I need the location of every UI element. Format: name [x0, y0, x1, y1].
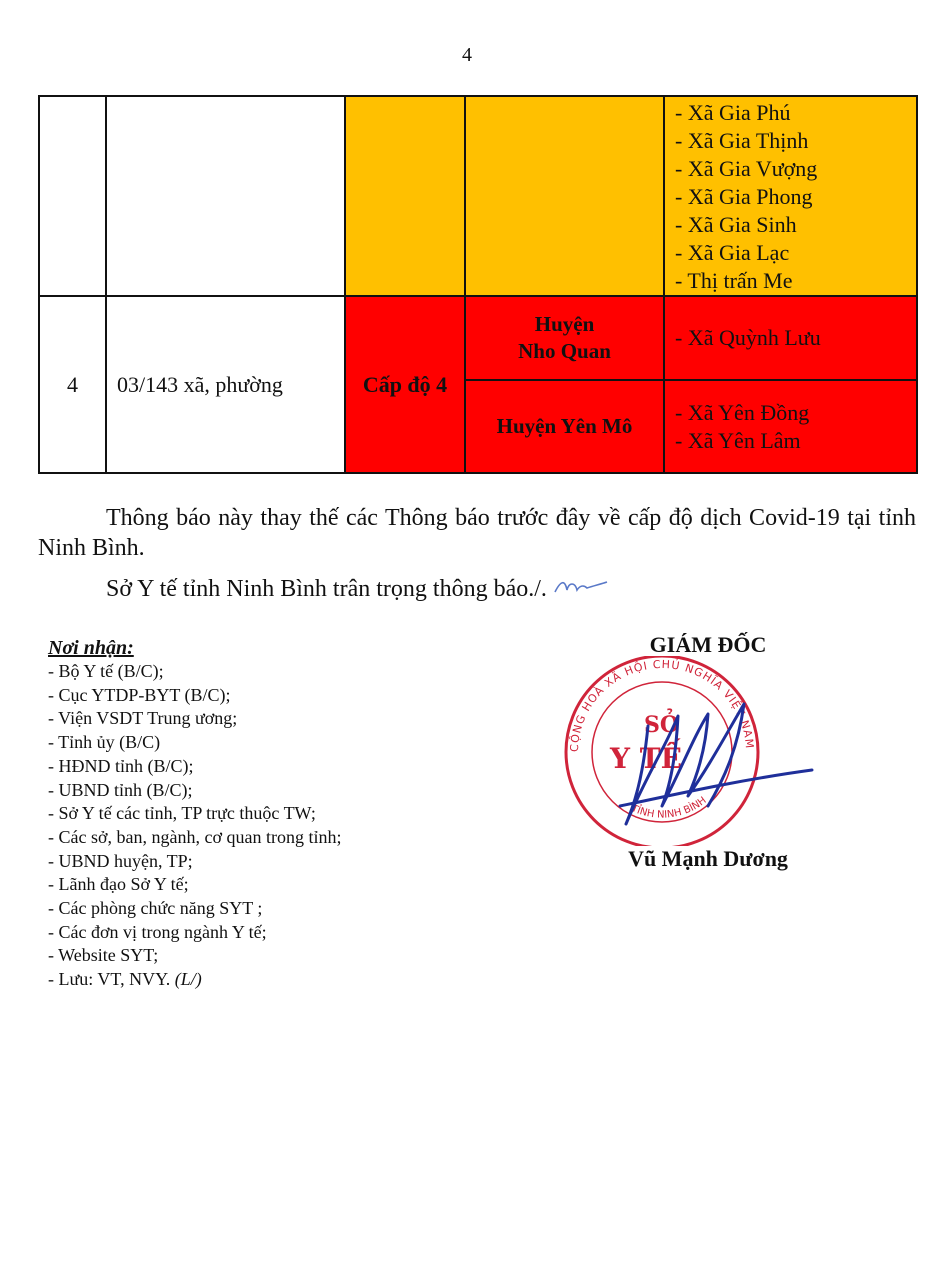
list-item: - Sở Y tế các tỉnh, TP trực thuộc TW;	[48, 803, 316, 824]
list-item: - Các sở, ban, ngành, cơ quan trong tỉnh;	[48, 826, 342, 847]
list-item: - Website SYT;	[48, 945, 159, 966]
list-item: - Lãnh đạo Sở Y tế;	[48, 874, 189, 895]
list-item: - Xã Gia Phong	[675, 184, 813, 209]
table-cell-district	[465, 96, 664, 296]
svg-text:CỘNG HOÀ XÃ HỘI CHỦ NGHĨA VIỆT	[568, 657, 756, 752]
seal-bottom-text: TỈNH NINH BÌNH	[629, 795, 709, 821]
list-item: - Xã Gia Lạc	[675, 240, 790, 265]
seal-center-line1: SỞ	[644, 712, 680, 738]
list-item: - Xã Quỳnh Lưu	[675, 325, 821, 350]
initials-mark	[553, 576, 609, 598]
district-yen-mo	[465, 380, 664, 473]
page-number: 4	[462, 44, 472, 66]
list-item: - Xã Yên Lâm	[675, 427, 801, 453]
district-name-line1: Huyện	[534, 312, 595, 336]
list-item: - Các phòng chức năng SYT ;	[48, 898, 263, 919]
list-item: - Viện VSDT Trung ương;	[48, 708, 238, 729]
table-cell-index	[39, 96, 106, 296]
closing-text: Sở Y tế tỉnh Ninh Bình trân trọng thông báo./.	[106, 576, 547, 602]
closing-statement	[106, 574, 626, 604]
district-name: Huyện Yên Mô	[496, 414, 633, 438]
list-item: - Cục YTDP-BYT (B/C);	[48, 684, 231, 705]
list-item: - UBND huyện, TP;	[48, 850, 193, 871]
archive-label: - Lưu: VT, NVY.	[48, 969, 171, 990]
table-row	[39, 296, 917, 380]
list-item: - Bộ Y tế (B/C);	[48, 661, 164, 681]
district-nho-quan-communes	[664, 296, 917, 380]
district-nho-quan	[465, 296, 664, 380]
list-item: - Thị trấn Me	[675, 268, 793, 293]
table-cell-level	[345, 96, 465, 296]
table-cell-count	[106, 96, 345, 296]
district-name-line2: Nho Quan	[518, 339, 611, 363]
signer-name: Vũ Mạnh Dương	[628, 846, 788, 871]
seal-center-line2: Y TẾ	[610, 742, 682, 775]
svg-text:TỈNH NINH BÌNH	[629, 795, 709, 821]
level-index: 4	[39, 296, 106, 473]
list-item: - Các đơn vị trong ngành Y tế;	[48, 921, 267, 942]
commune-count: 03/143 xã, phường	[106, 296, 345, 473]
table-row	[39, 96, 917, 296]
district-yen-mo-communes	[664, 380, 917, 473]
signer-title: GIÁM ĐỐC	[649, 632, 767, 657]
level-label: Cấp độ 4	[345, 296, 465, 473]
replacement-notice: Thông báo này thay thế các Thông báo trước đây về cấp độ dịch Covid-19 tại tỉnh Ninh Bình.	[38, 505, 916, 561]
list-item: - Xã Yên Đồng	[675, 399, 810, 425]
covid-level-table	[38, 95, 918, 474]
list-item: - Xã Gia Sinh	[675, 212, 797, 237]
list-item: - UBND tỉnh (B/C);	[48, 779, 193, 800]
list-item: - Xã Gia Phú	[675, 100, 791, 125]
table-cell-communes	[664, 96, 917, 296]
official-seal-icon	[548, 656, 828, 846]
recipients-title: Nơi nhận:	[48, 637, 134, 659]
list-item: - Xã Gia Vượng	[675, 156, 818, 181]
list-item	[48, 968, 468, 992]
list-item: - Tỉnh ủy (B/C)	[48, 732, 161, 753]
list-item: - HĐND tỉnh (B/C);	[48, 755, 194, 776]
recipients-block	[48, 636, 468, 992]
archive-note: (L/)	[174, 969, 202, 990]
seal-top-text: CỘNG HOÀ XÃ HỘI CHỦ NGHĨA VIỆT NAM	[567, 657, 757, 753]
list-item: - Xã Gia Thịnh	[675, 128, 809, 153]
